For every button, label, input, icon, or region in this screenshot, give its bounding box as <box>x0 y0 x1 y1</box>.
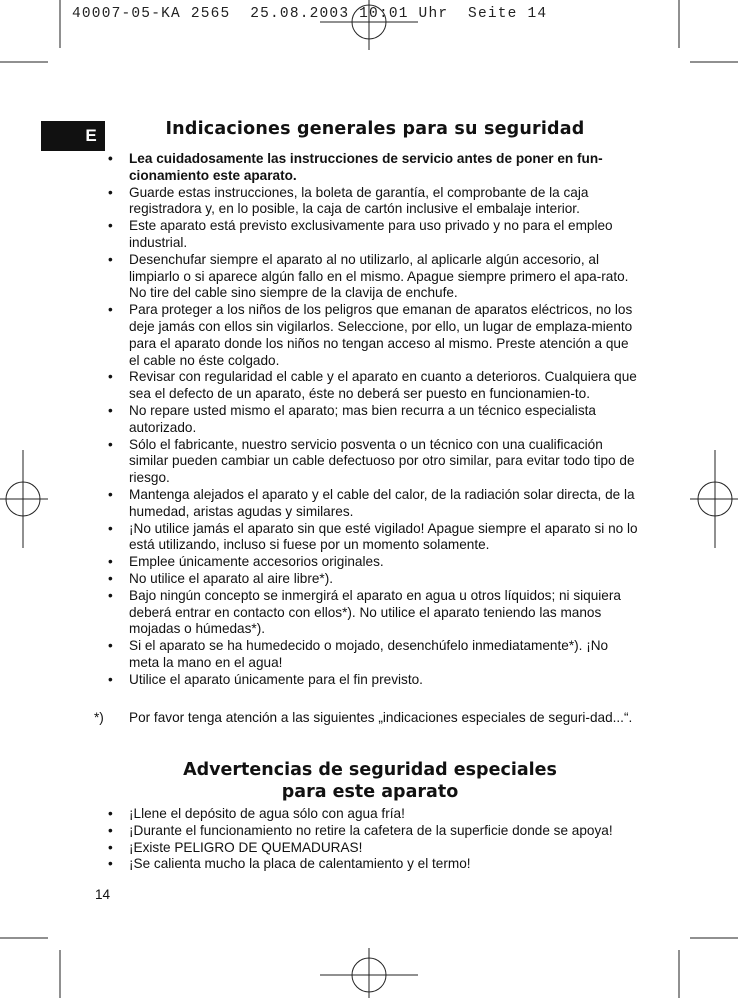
section-title-line: para este aparato <box>281 782 459 802</box>
footnote <box>94 710 640 727</box>
list-item-text: Este aparato está previsto exclusivamente para uso privado y no para el empleo industrial. <box>129 218 613 250</box>
bullet: • <box>108 520 113 536</box>
list-item <box>108 856 668 873</box>
list-item-text: Guarde estas instrucciones, la boleta de garantía, el comprobante de la caja registradora y, en lo posible, la caja de cartón inclusive el embalaje interior. <box>129 184 589 217</box>
bullet: • <box>108 184 113 200</box>
bullet: • <box>108 151 113 166</box>
special-warnings-list <box>108 806 668 873</box>
list-item-text: Utilice el aparato únicamente para el fin previsto. <box>129 671 423 687</box>
list-item-text: Bajo ningún concepto se inmergirá el aparato en agua u otros líquidos; ni siquiera deberá entrar en contacto con ellos*). No utilice el aparato teniendo las manos mojadas o húmedas*). <box>129 587 621 637</box>
bullet: • <box>108 839 113 855</box>
bullet: • <box>108 436 113 452</box>
list-item-text: ¡Llene el depósito de agua sólo con agua fría! <box>129 806 405 821</box>
list-item-text: Sólo el fabricante, nuestro servicio posventa o un técnico con una cualificación similar pueden cambiar un cable defectuoso por otro similar, para evitar todo tipo de riesgo. <box>129 436 635 486</box>
bullet: • <box>108 369 113 385</box>
list-item-text: Revisar con regularidad el cable y el aparato en cuanto a deterioros. Cualquiera que sea el defecto de un aparato, éste no deberá ser puesto en funcionamien-to. <box>129 369 637 402</box>
registration-mark-right <box>690 450 738 548</box>
list-item <box>108 185 638 219</box>
list-item-text: ¡Durante el funcionamiento no retire la cafetera de la superficie donde se apoya! <box>129 822 613 838</box>
list-item <box>108 437 638 487</box>
list-item-text: Para proteger a los niños de los peligros que emanan de aparatos eléctricos, no los deje jamás con ellos sin vigilarlos. Seleccione, por ello, un lugar de emplaza-miento para el aparato donde los niños no tengan acceso al mismo. Preste atención a que el cable no éste colgado. <box>129 302 633 368</box>
list-item <box>108 521 638 555</box>
section-title-special-warnings <box>120 759 620 803</box>
list-item <box>108 554 638 571</box>
list-item <box>108 151 638 185</box>
section-title-line: Advertencias de seguridad especiales <box>183 760 557 780</box>
list-item-text: ¡Se calienta mucho la placa de calentamiento y el termo! <box>129 856 471 872</box>
bullet: • <box>108 218 113 234</box>
list-item <box>108 252 638 302</box>
list-item-text: Emplee únicamente accesorios originales. <box>129 554 384 570</box>
bullet: • <box>108 856 113 872</box>
bullet: • <box>108 251 113 267</box>
safety-instructions-list <box>108 151 638 689</box>
footnote-text: Por favor tenga atención a las siguientes „indicaciones especiales de seguri-dad...“. <box>129 710 633 725</box>
bullet: • <box>108 671 113 687</box>
bullet: • <box>108 638 113 654</box>
list-item <box>108 218 638 252</box>
list-item <box>108 302 638 369</box>
bullet: • <box>108 822 113 838</box>
list-item-text: Lea cuidadosamente las instrucciones de servicio antes de poner en fun-cionamiento este aparato. <box>129 151 603 183</box>
list-item-text: No utilice el aparato al aire libre*). <box>129 570 334 586</box>
registration-mark-left <box>0 450 48 548</box>
bullet: • <box>108 302 113 318</box>
list-item <box>108 487 638 521</box>
list-item <box>108 672 638 689</box>
list-item <box>108 638 638 672</box>
registration-mark-bottom <box>320 948 418 998</box>
registration-mark-top <box>320 0 418 50</box>
page-number: 14 <box>95 887 111 902</box>
bullet: • <box>108 570 113 586</box>
list-item <box>108 369 638 403</box>
bullet: • <box>108 554 113 570</box>
list-item-text: ¡Existe PELIGRO DE QUEMADURAS! <box>129 839 363 855</box>
section-title-general-safety: Indicaciones generales para su seguridad <box>165 119 585 139</box>
bullet: • <box>108 806 113 821</box>
footnote-mark: *) <box>94 710 104 725</box>
list-item <box>108 403 638 437</box>
list-item <box>108 840 668 857</box>
list-item <box>108 588 638 638</box>
list-item <box>108 823 668 840</box>
list-item <box>108 571 638 588</box>
list-item-text: Mantenga alejados el aparato y el cable del calor, de la radiación solar directa, de la humedad, aristas agudas y similares. <box>129 486 635 519</box>
print-header: 40007-05-KA 2565 25.08.2003 10:01 Uhr Seite 14 <box>72 6 548 22</box>
bullet: • <box>108 402 113 418</box>
bullet: • <box>108 486 113 502</box>
list-item-text: ¡No utilice jamás el aparato sin que esté vigilado! Apague siempre el aparato si no lo está utilizando, incluso si fuese por un momento solamente. <box>129 520 638 553</box>
language-tab: E <box>41 121 105 151</box>
bullet: • <box>108 587 113 603</box>
list-item <box>108 806 668 823</box>
list-item-text: Si el aparato se ha humedecido o mojado, desenchúfelo inmediatamente*). ¡No meta la mano en el agua! <box>129 638 609 670</box>
list-item-text: No repare usted mismo el aparato; mas bien recurra a un técnico especialista autorizado. <box>129 402 596 435</box>
list-item-text: Desenchufar siempre el aparato al no utilizarlo, al aplicarle algún accesorio, al limpiarlo o si aparece algún fallo en el mismo. Apague siempre primero el apa-rato. No tire del cable sino siempre de la clavija de enchufe. <box>129 251 629 301</box>
